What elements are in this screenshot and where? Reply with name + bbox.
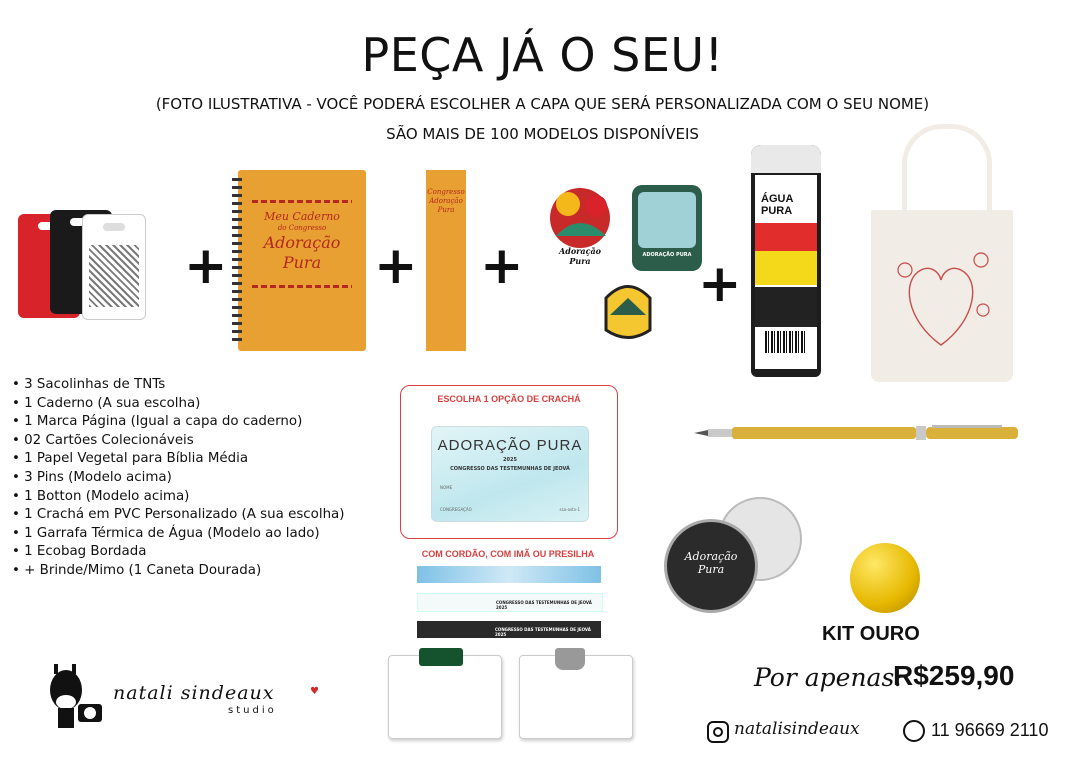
badge-name-label: NOME (440, 485, 453, 490)
brand-logo-name: natali sindeaux (113, 682, 275, 704)
kit-name: KIT OURO (822, 623, 920, 645)
badge-option-card (400, 385, 618, 539)
price-prefix: Por apenas: (754, 663, 903, 692)
lanyard-text: CONGRESSO DAS TESTEMUNHAS DE JEOVÁ 2025 (496, 600, 592, 610)
botton-line2: Pura (697, 563, 725, 577)
ecobag-image (871, 210, 1013, 382)
lanyard-sample (417, 621, 601, 638)
plus-sign: + (184, 236, 228, 296)
instagram-icon (707, 721, 729, 743)
pin-label: Adoração Pura (559, 246, 601, 266)
notebook-line4: Pura (282, 252, 322, 272)
list-item: • 1 Botton (Modelo acima) (12, 488, 345, 507)
list-item: • + Brinde/Mimo (1 Caneta Dourada) (12, 562, 345, 581)
bookmark-line2: Adoração (429, 197, 463, 206)
bottle-title: ÁGUA PURA (761, 193, 793, 217)
list-item: • 1 Caderno (A sua escolha) (12, 395, 345, 414)
kit-items-list (12, 376, 345, 581)
plus-sign: + (480, 236, 524, 296)
badge-heading: ESCOLHA 1 OPÇÃO DE CRACHÁ (437, 394, 581, 404)
models-note: SÃO MAIS DE 100 MODELOS DISPONÍVEIS (386, 125, 699, 143)
bookmark-line3: Pura (437, 206, 455, 215)
notebook-line2: do Congresso (277, 223, 327, 232)
page-title: PEÇA JÁ O SEU! (361, 28, 724, 82)
badge-code: ssa-ostv-1 (559, 507, 580, 512)
pin-label: ADORAÇÃO PURA (642, 252, 692, 258)
badge-subtitle: CONGRESSO DAS TESTEMUNHAS DE JEOVÁ (450, 466, 570, 472)
water-bottle-image (751, 145, 821, 377)
list-item: • 1 Papel Vegetal para Bíblia Média (12, 450, 345, 469)
list-item: • 1 Marca Página (Igual a capa do caderno) (12, 413, 345, 432)
giraffe-logo-icon (42, 662, 104, 728)
lanyard-text: CONGRESSO DAS TESTEMUNHAS DE JEOVÁ 2025 (495, 627, 591, 637)
lanyard-sample (417, 566, 601, 583)
cord-heading: COM CORDÃO, COM IMÃ OU PRESILHA (421, 549, 595, 559)
pins-image (548, 180, 718, 360)
notebook-line3: Adoração (263, 232, 341, 252)
list-item: • 3 Sacolinhas de TNTs (12, 376, 345, 395)
bookmark-image (426, 170, 466, 351)
botton-image (664, 519, 758, 613)
plus-sign: + (374, 236, 418, 296)
bookmark-line1: Congresso (427, 188, 465, 196)
whatsapp-icon (903, 720, 925, 742)
magnet-holder-image (388, 655, 502, 739)
badge-year: 2025 (503, 457, 517, 463)
gold-coin-image (850, 543, 920, 613)
whatsapp-number[interactable]: 11 96669 2110 (931, 720, 1049, 740)
botton-line1: Adoração (684, 550, 738, 563)
list-item: • 02 Cartões Colecionáveis (12, 432, 345, 451)
list-item: • 3 Pins (Modelo acima) (12, 469, 345, 488)
badge-cong-label: CONGREGAÇÃO (440, 507, 472, 512)
badge-title: ADORAÇÃO PURA (437, 437, 583, 454)
notebook-line1: Meu Caderno (264, 210, 340, 223)
pvc-badge (431, 426, 589, 522)
instagram-handle[interactable]: natalisindeaux (734, 719, 860, 739)
lanyard-sample (417, 593, 603, 612)
list-item: • 1 Crachá em PVC Personalizado (A sua escolha) (12, 506, 345, 525)
price: R$259,90 (893, 660, 1015, 691)
photo-disclaimer: (FOTO ILUSTRATIVA - VOCÊ PODERÁ ESCOLHER A CAPA QUE SERÁ PERSONALIZADA COM O SEU NOME) (155, 95, 930, 113)
clip-holder-image (519, 655, 633, 739)
list-item: • 1 Ecobag Bordada (12, 543, 345, 562)
list-item: • 1 Garrafa Térmica de Água (Modelo ao lado) (12, 525, 345, 544)
golden-pen-image (694, 424, 1020, 442)
notebook-image (238, 170, 366, 351)
plus-sign: + (698, 254, 742, 314)
heart-icon: ♥ (310, 686, 319, 697)
brand-logo-studio: studio (228, 705, 277, 716)
